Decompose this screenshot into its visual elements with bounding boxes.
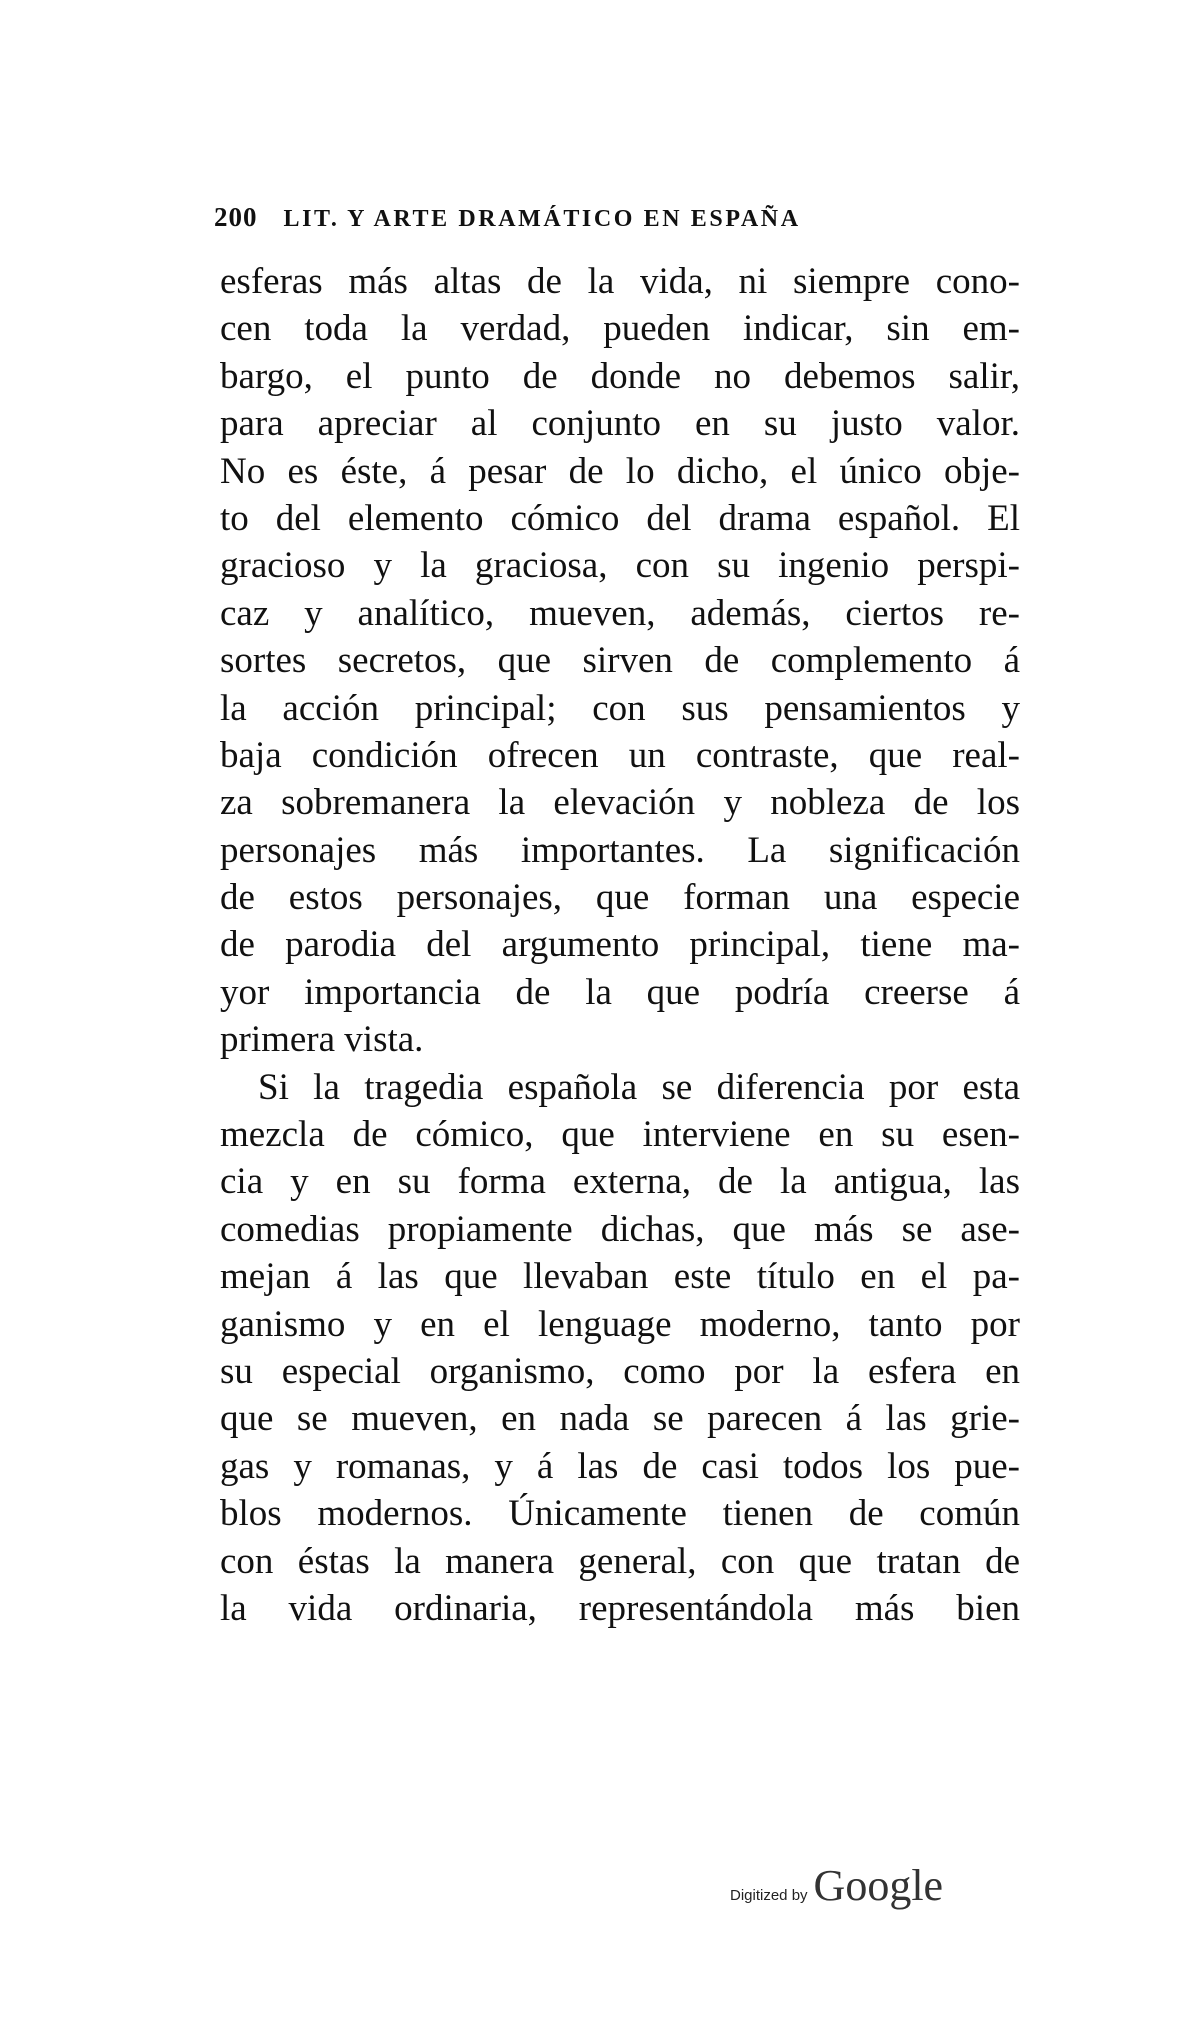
text-line: blos modernos. Únicamente tienen de común: [220, 1493, 1020, 1535]
text-line: sortes secretos, que sirven de complemento á: [220, 640, 1020, 682]
text-line: cia y en su forma externa, de la antigua, las: [220, 1161, 1020, 1203]
text-line: su especial organismo, como por la esfera en: [220, 1350, 1020, 1392]
google-logo: Google: [813, 1861, 944, 1910]
text-line: gracioso y la graciosa, con su ingenio perspi-: [220, 545, 1020, 587]
running-header: [214, 202, 994, 233]
running-title: LIT. Y ARTE DRAMÁTICO EN ESPAÑA: [283, 206, 801, 232]
text-line: cen toda la verdad, pueden indicar, sin em-: [220, 308, 1020, 350]
text-line: primera vista.: [220, 1019, 424, 1061]
text-line: yor importancia de la que podría creerse á: [220, 971, 1020, 1013]
text-line: za sobremanera la elevación y nobleza de los: [220, 782, 1020, 824]
text-line: mezcla de cómico, que interviene en su esen-: [220, 1114, 1020, 1156]
text-line: con éstas la manera general, con que tratan de: [220, 1540, 1020, 1582]
text-line: Si la tragedia española se diferencia por esta: [258, 1066, 1020, 1108]
text-line: mejan á las que llevaban este título en el pa-: [220, 1256, 1020, 1298]
text-line: esferas más altas de la vida, ni siempre cono-: [220, 261, 1020, 302]
text-line: baja condición ofrecen un contraste, que real-: [220, 734, 1020, 776]
text-line: ganismo y en el lenguage moderno, tanto por: [220, 1303, 1020, 1345]
text-line: de estos personajes, que forman una especie: [220, 877, 1020, 919]
text-line: la acción principal; con sus pensamientos y: [220, 687, 1020, 729]
text-line: para apreciar al conjunto en su justo valor.: [220, 403, 1020, 445]
digitization-watermark: [730, 1860, 943, 1911]
text-line: to del elemento cómico del drama español. El: [220, 497, 1020, 539]
text-line: que se mueven, en nada se parecen á las grie-: [220, 1398, 1020, 1440]
text-line: bargo, el punto de donde no debemos salir,: [220, 355, 1020, 397]
text-line: comedias propiamente dichas, que más se ase-: [220, 1208, 1020, 1250]
digitized-label: Digitized by: [730, 1887, 808, 1904]
body-text: [220, 258, 1020, 1632]
text-line: personajes más importantes. La significación: [220, 829, 1020, 871]
text-line: de parodia del argumento principal, tiene ma-: [220, 924, 1020, 966]
text-line: No es éste, á pesar de lo dicho, el único obje-: [220, 450, 1020, 492]
text-line: caz y analítico, mueven, además, ciertos re-: [220, 592, 1020, 634]
page-number: 200: [214, 202, 258, 232]
text-line: gas y romanas, y á las de casi todos los pue-: [220, 1445, 1020, 1487]
text-line: la vida ordinaria, representándola más bien: [220, 1587, 1020, 1629]
